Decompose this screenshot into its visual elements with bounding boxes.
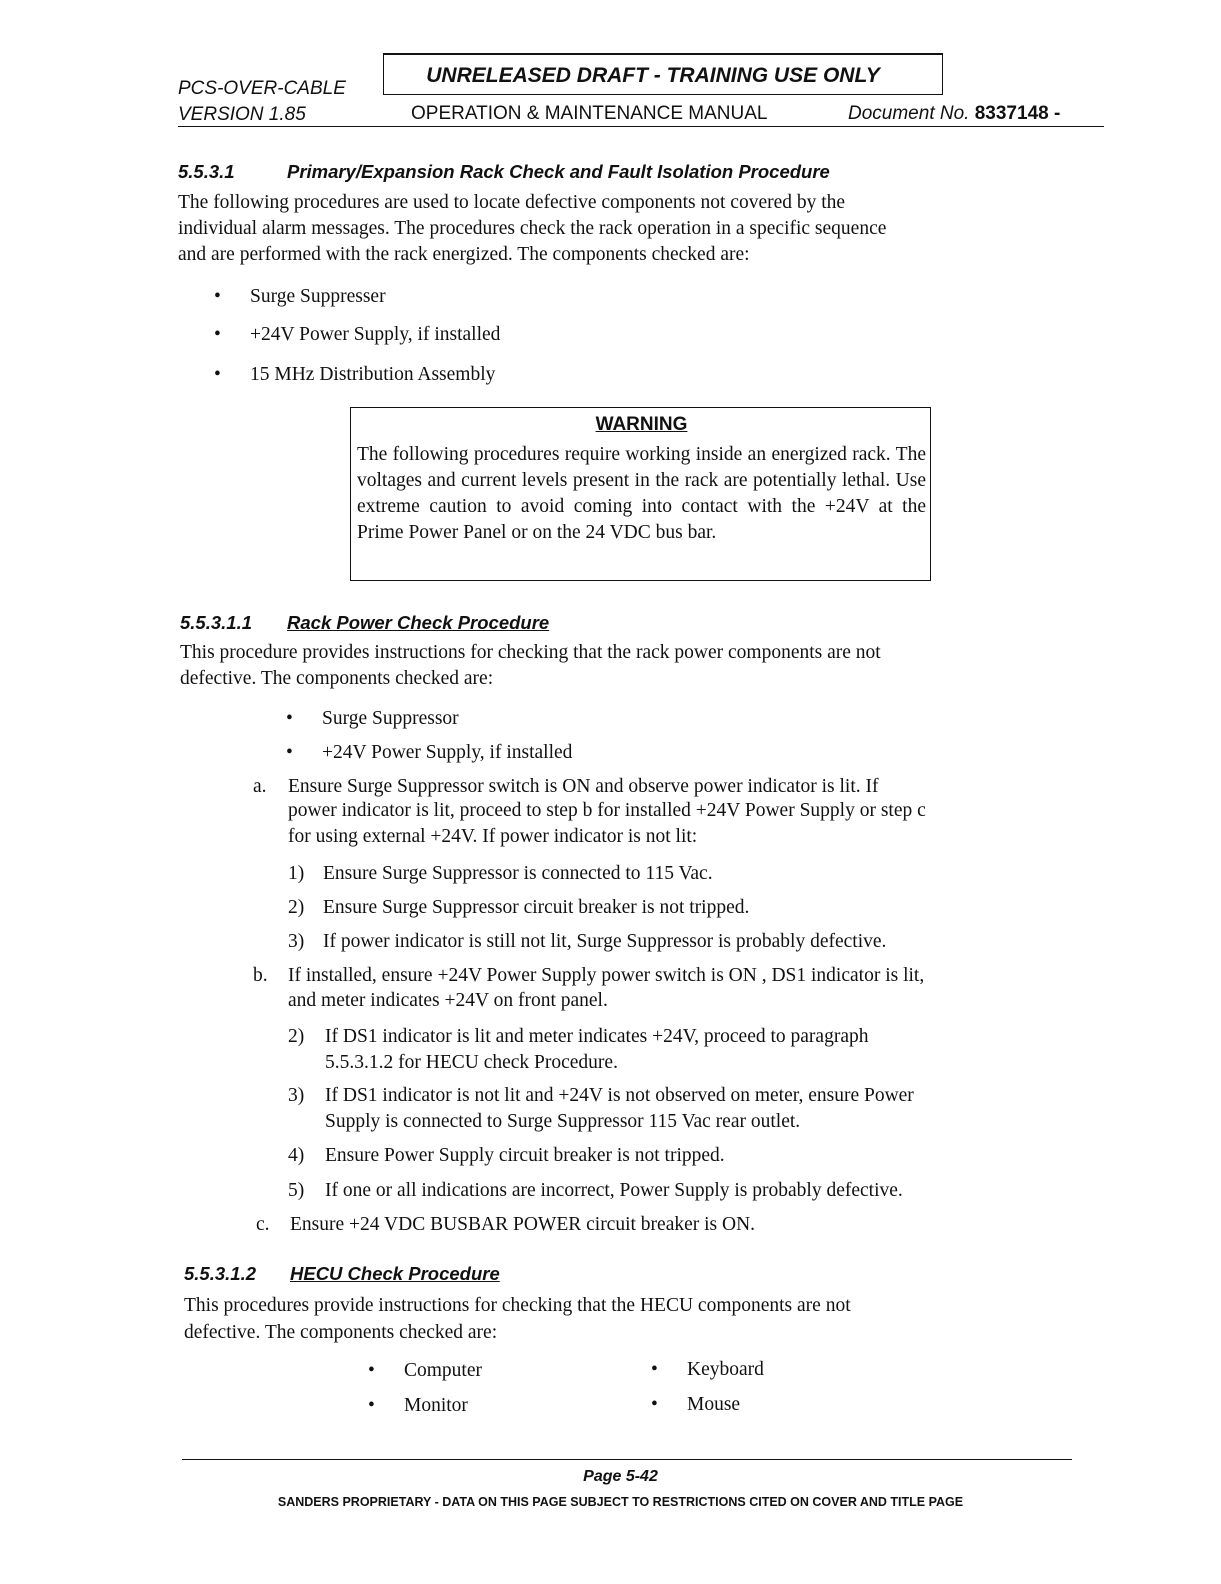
- section-number: 5.5.3.1.1: [180, 612, 253, 633]
- paragraph-line: This procedures provide instructions for checking that the HECU components are not: [184, 1295, 851, 1316]
- step-label: a.: [253, 776, 267, 797]
- bullet-item: • Surge Suppressor: [322, 706, 459, 732]
- substep-line: 5.5.3.1.2 for HECU check Procedure.: [325, 1052, 618, 1073]
- bullet-item: • +24V Power Supply, if installed: [250, 322, 500, 348]
- footer-rule: [182, 1459, 1072, 1460]
- paragraph-line: This procedure provides instructions for checking that the rack power components are not: [180, 642, 881, 663]
- substep-number: 3): [288, 1085, 305, 1106]
- substep-line: If power indicator is still not lit, Surge Suppressor is probably defective.: [323, 931, 887, 952]
- bullet-item: • +24V Power Supply, if installed: [322, 740, 572, 766]
- step-line: Ensure +24 VDC BUSBAR POWER circuit breaker is ON.: [290, 1214, 756, 1235]
- paragraph-line: individual alarm messages. The procedures check the rack operation in a specific sequence: [178, 218, 887, 239]
- section-heading: [184, 1263, 500, 1285]
- step-line: for using external +24V. If power indicator is not lit:: [288, 826, 698, 847]
- bullet-item: • Monitor: [404, 1393, 468, 1419]
- step-line: power indicator is lit, proceed to step b for installed +24V Power Supply or step c: [288, 800, 926, 821]
- substep-line: If DS1 indicator is lit and meter indicates +24V, proceed to paragraph: [325, 1026, 869, 1047]
- substep-line: If DS1 indicator is not lit and +24V is not observed on meter, ensure Power: [325, 1085, 914, 1106]
- step-line: Ensure Surge Suppressor switch is ON and observe power indicator is lit. If: [288, 776, 879, 797]
- section-number: 5.5.3.1: [178, 161, 235, 182]
- paragraph-line: defective. The components checked are:: [180, 668, 494, 689]
- section-heading: [178, 161, 830, 183]
- step-line: and meter indicates +24V on front panel.: [288, 990, 608, 1011]
- section-number: 5.5.3.1.2: [184, 1263, 257, 1284]
- doc-number: 8337148 -: [974, 103, 1061, 124]
- substep-number: 2): [288, 897, 305, 918]
- section-title: HECU Check Procedure: [290, 1263, 500, 1284]
- bullet-item: • Computer: [404, 1358, 482, 1384]
- section-title: Rack Power Check Procedure: [287, 612, 550, 633]
- substep-line: Ensure Power Supply circuit breaker is not tripped.: [325, 1145, 725, 1166]
- doc-label: Document No.: [848, 103, 970, 124]
- header-rule: [178, 126, 1104, 127]
- section-heading: [180, 612, 550, 634]
- step-label: c.: [256, 1214, 270, 1235]
- proprietary-notice: SANDERS PROPRIETARY - DATA ON THIS PAGE SUBJECT TO RESTRICTIONS CITED ON COVER AND TITLE PAGE: [277, 1495, 964, 1509]
- substep-number: 1): [288, 863, 305, 884]
- bullet-item: • Mouse: [687, 1392, 740, 1418]
- step-line: If installed, ensure +24V Power Supply power switch is ON , DS1 indicator is lit,: [288, 965, 925, 986]
- paragraph-line: defective. The components checked are:: [184, 1322, 498, 1343]
- substep-number: 3): [288, 931, 305, 952]
- warning-box: [350, 407, 931, 581]
- substep-line: Ensure Surge Suppressor is connected to 115 Vac.: [323, 863, 713, 884]
- warning-title: WARNING: [595, 414, 688, 435]
- section-title: Primary/Expansion Rack Check and Fault Isolation Procedure: [287, 161, 830, 182]
- substep-number: 5): [288, 1180, 305, 1201]
- header-document-number: [848, 103, 1060, 125]
- substep-number: 4): [288, 1145, 305, 1166]
- substep-number: 2): [288, 1026, 305, 1047]
- substep-line: If one or all indications are incorrect, Power Supply is probably defective.: [325, 1180, 903, 1201]
- step-label: b.: [253, 965, 268, 986]
- header-manual-title: OPERATION & MAINTENANCE MANUAL: [411, 103, 768, 124]
- header-product-name: PCS-OVER-CABLE: [178, 78, 346, 99]
- draft-banner: UNRELEASED DRAFT - TRAINING USE ONLY: [383, 53, 943, 95]
- bullet-item: • Keyboard: [687, 1357, 764, 1383]
- header-version: VERSION 1.85: [178, 104, 306, 125]
- paragraph-line: and are performed with the rack energized. The components checked are:: [178, 244, 750, 265]
- substep-line: Supply is connected to Surge Suppressor 115 Vac rear outlet.: [325, 1111, 801, 1132]
- paragraph-line: The following procedures are used to locate defective components not covered by the: [178, 192, 846, 213]
- bullet-item: • 15 MHz Distribution Assembly: [250, 362, 495, 388]
- warning-text: The following procedures require working inside an energized rack. The voltages and current levels present in the rack are potentially lethal. Use extreme caution to avoid coming into contact with the +24V at the Prime Power Panel or on the 24 VDC bus bar.: [357, 444, 926, 543]
- page-number: Page 5-42: [583, 1468, 658, 1485]
- bullet-item: • Surge Suppresser: [250, 284, 386, 310]
- substep-line: Ensure Surge Suppressor circuit breaker is not tripped.: [323, 897, 750, 918]
